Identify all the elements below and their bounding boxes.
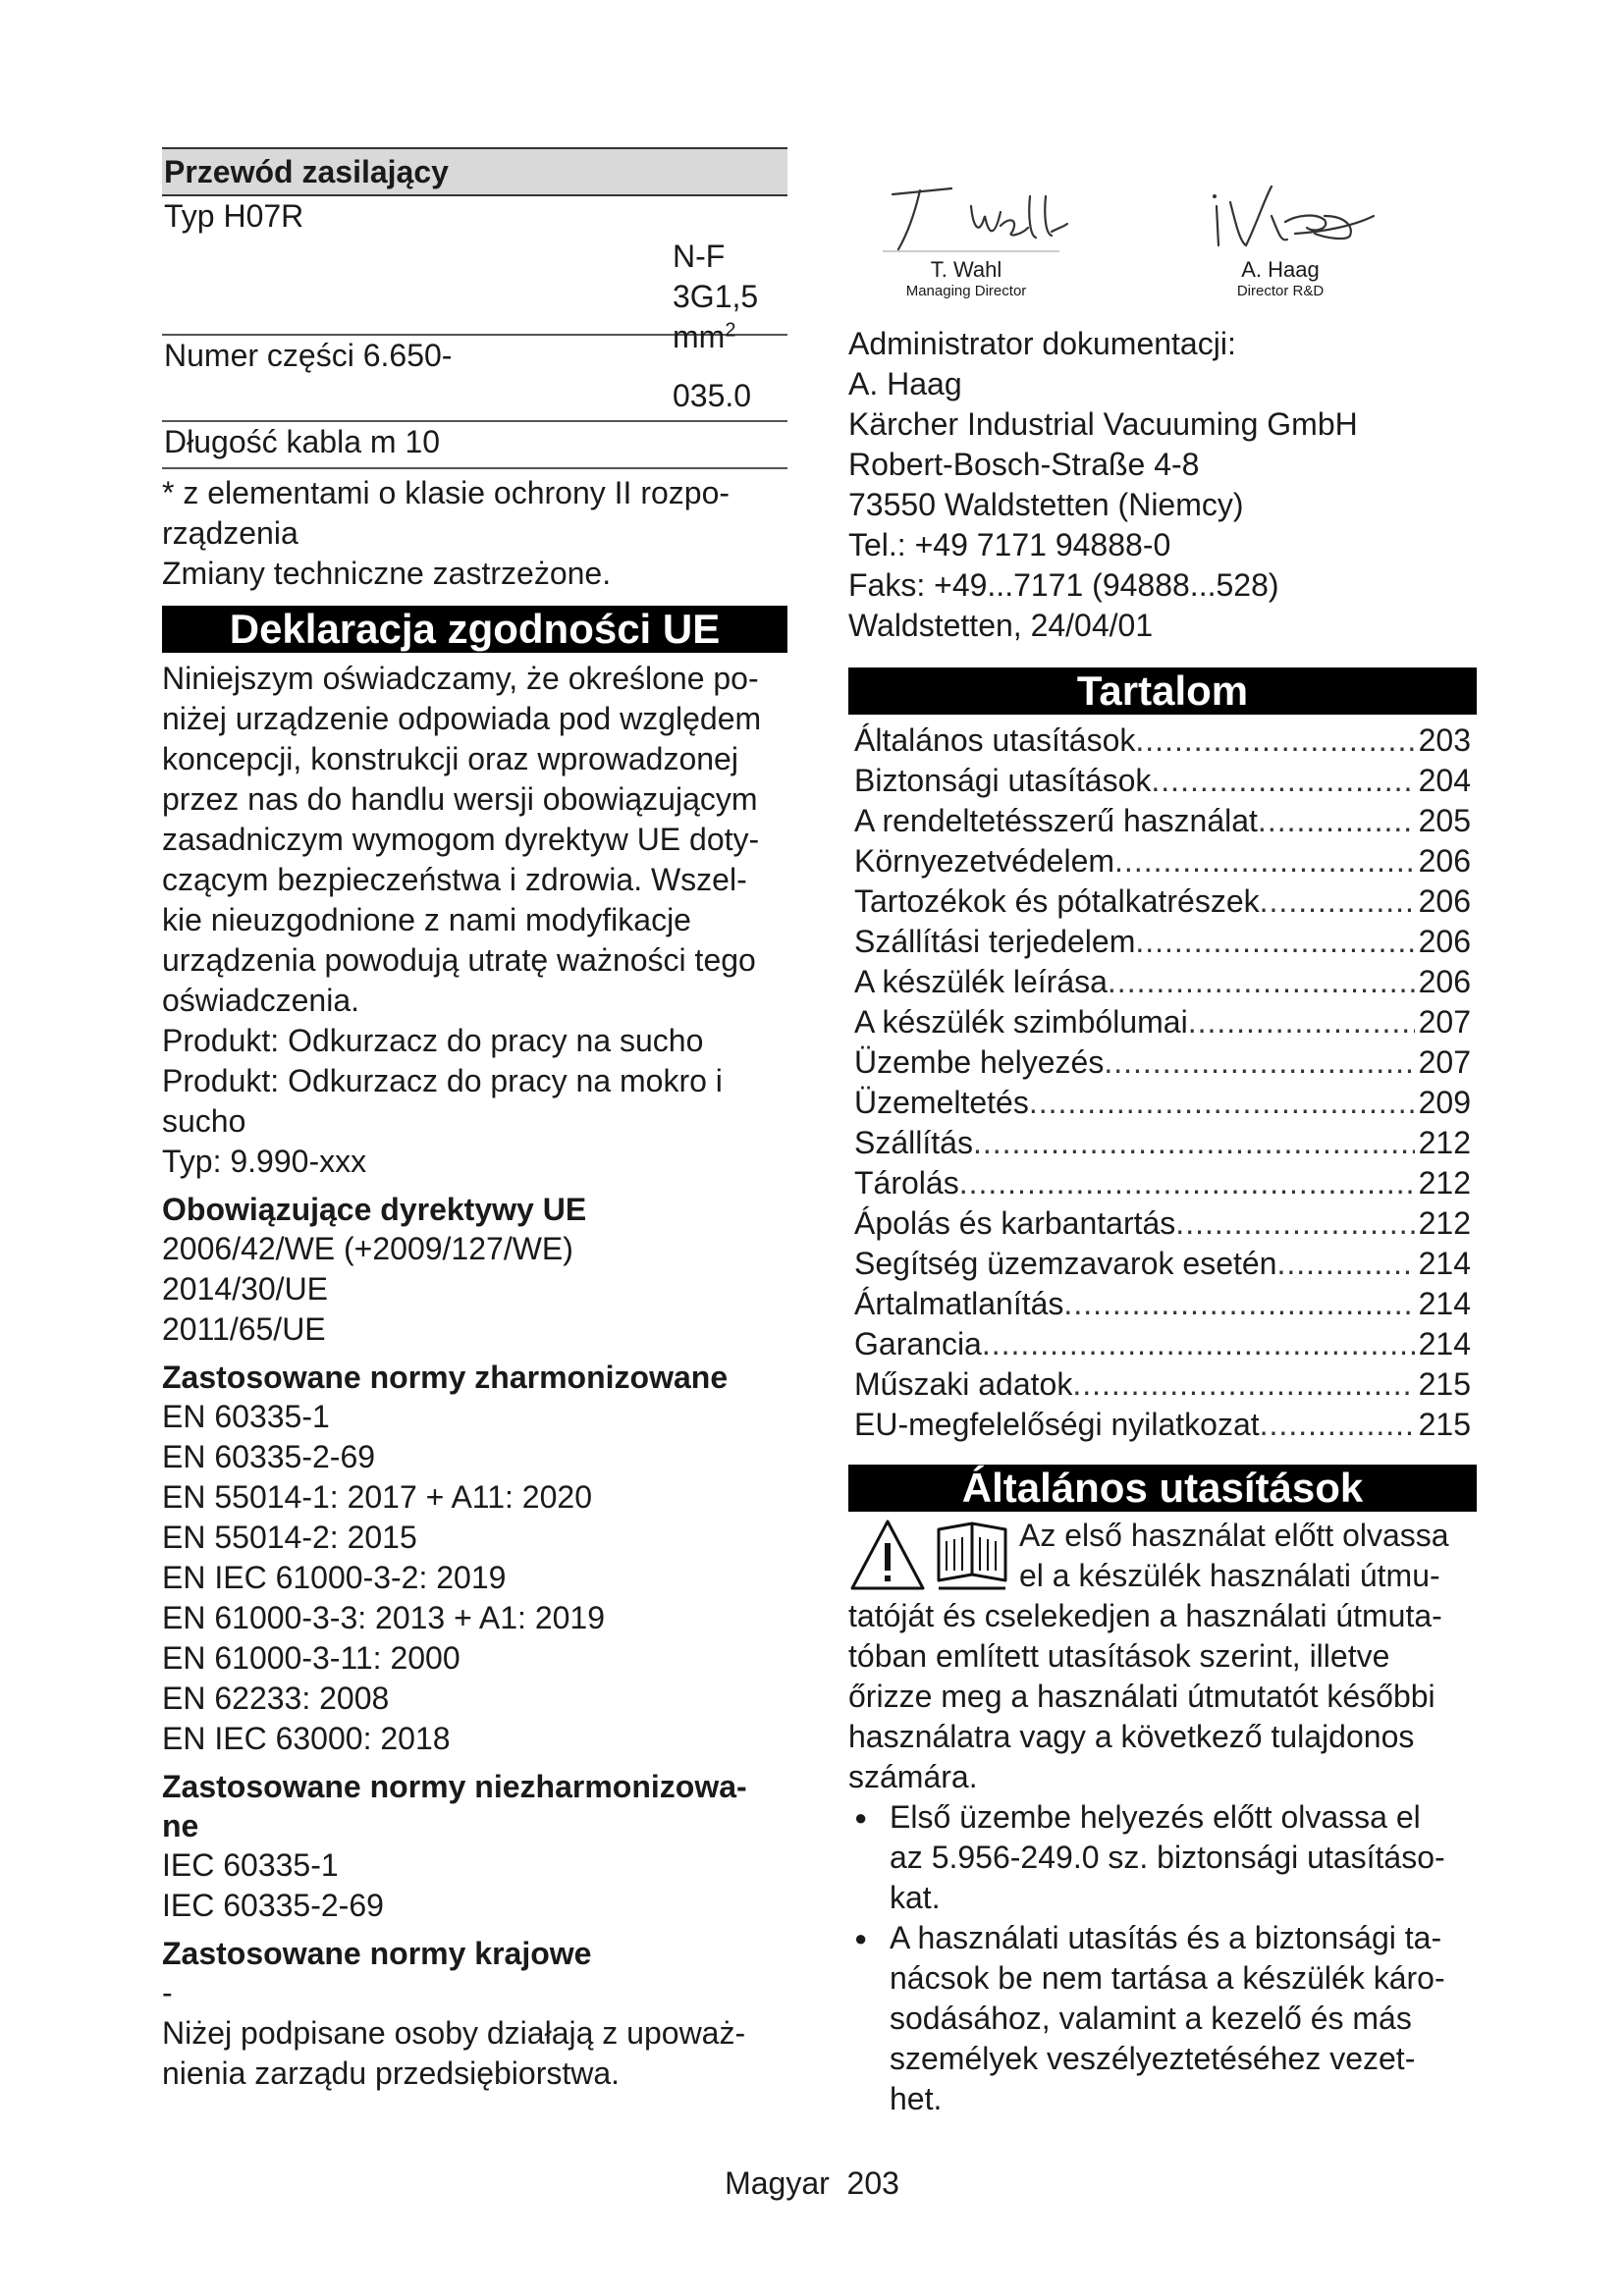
decl-paragraph [162, 659, 787, 1021]
directive-item: 2006/42/WE (+2009/127/WE) [162, 1231, 573, 1266]
note-line: Zmiany techniczne zastrzeżone. [162, 556, 612, 591]
general-intro [848, 1516, 1477, 1797]
standard-item: IEC 60335-1 [162, 1847, 339, 1883]
note-line: * z elementami o klasie ochrony II rozpo- [162, 475, 731, 510]
text-line: zasadniczym wymogom dyrektyw UE doty- [162, 822, 760, 857]
admin-line: Robert-Bosch-Straße 4-8 [848, 447, 1200, 482]
spec-value: 035.0 [673, 378, 752, 413]
toc-entry[interactable]: Műszaki adatok ..... 215 [848, 1364, 1477, 1405]
text-line: tatóját és cselekedjen a használati útmuta- [848, 1598, 1442, 1633]
admin-line: Administrator dokumentacji: [848, 326, 1236, 361]
standard-item: EN 61000-3-3: 2013 + A1: 2019 [162, 1600, 606, 1635]
bullet-item: ● Első üzembe helyezés előtt olvassa el az 5.956-249.0 sz. biztonsági utasításo- kat. [848, 1797, 1477, 1918]
toc-entry[interactable]: EU-megfelelőségi nyilatkozat ..... 215 [848, 1405, 1477, 1445]
standard-item: EN 61000-3-11: 2000 [162, 1640, 460, 1676]
toc-entry[interactable]: Általános utasítások ..... 203 [848, 721, 1477, 761]
toc-entry[interactable]: Garancia ..... 214 [848, 1324, 1477, 1364]
warning-icons [848, 1516, 1015, 1596]
signature-block [858, 177, 1074, 300]
toc-entry[interactable]: Tárolás ..... 212 [848, 1163, 1477, 1203]
standard-item: IEC 60335-2-69 [162, 1888, 384, 1923]
nonharmonized-list [162, 1845, 787, 1926]
text-line: przez nas do handlu wersji obowiązującym [162, 781, 758, 817]
text-line: czącym bezpieczeństwa i zdrowia. Wszel- [162, 862, 747, 897]
text-line: el a készülék használati útmu- [1019, 1558, 1440, 1593]
admin-line: 73550 Waldstetten (Niemcy) [848, 487, 1244, 522]
general-bullets [848, 1797, 1477, 2119]
product-line: Typ: 9.990-xxx [162, 1144, 367, 1179]
nonharmonized-heading: Zastosowane normy niezharmonizowa- ne [162, 1769, 747, 1843]
standard-item: EN 55014-1: 2017 + A11: 2020 [162, 1479, 592, 1515]
spec-row [162, 422, 787, 469]
standard-item: EN IEC 61000-3-2: 2019 [162, 1560, 507, 1595]
admin-line: Faks: +49...7171 (94888...528) [848, 567, 1279, 603]
signer-name: T. Wahl [930, 257, 1002, 282]
national-item: - [162, 1975, 173, 2010]
product-info [162, 1021, 787, 1182]
toc-entry[interactable]: A készülék szimbólumai ..... 207 [848, 1002, 1477, 1042]
bullet-item: ● A használati utasítás és a biztonsági ta- nácsok be nem tartása a készülék káro- sodásához, valamint a kezelő és más személyek veszélyeztetéséhez vezet- het. [848, 1918, 1477, 2119]
standard-item: EN 60335-1 [162, 1399, 330, 1434]
text-line: Niniejszym oświadczamy, że określone po- [162, 661, 759, 696]
spec-notes [162, 473, 787, 594]
product-line: Produkt: Odkurzacz do pracy na sucho [162, 1023, 704, 1058]
standard-item: EN 60335-2-69 [162, 1439, 376, 1474]
toc-entry[interactable]: A rendeltetésszerű használat ..... 205 [848, 801, 1477, 841]
product-line: Produkt: Odkurzacz do pracy na mokro i [162, 1063, 723, 1098]
footer-language: Magyar [725, 2165, 830, 2201]
text-line: koncepcji, konstrukcji oraz wprowadzonej [162, 741, 738, 776]
signature-haag-image [1177, 177, 1383, 255]
standard-item: EN IEC 63000: 2018 [162, 1721, 451, 1756]
page-footer [0, 2165, 1624, 2202]
toc-entry[interactable]: Üzembe helyezés ..... 207 [848, 1042, 1477, 1083]
spec-label: Długość kabla m 10 [164, 424, 441, 459]
closing-statement [162, 2013, 787, 2094]
toc-entry[interactable]: Szállítás ..... 212 [848, 1123, 1477, 1163]
spec-table-header: Przewód zasilający [162, 147, 787, 196]
signer-title: Director R&D [1236, 283, 1325, 299]
signature-wahl-image [863, 177, 1069, 255]
harmonized-list [162, 1397, 787, 1759]
standard-item: EN 62233: 2008 [162, 1681, 390, 1716]
signature-block [1172, 177, 1388, 300]
text-line: Niżej podpisane osoby działają z upoważ- [162, 2015, 746, 2051]
admin-line: Tel.: +49 7171 94888-0 [848, 527, 1171, 562]
spec-label: Typ H07R [164, 198, 304, 234]
toc-entry[interactable]: Üzemeltetés ..... 209 [848, 1083, 1477, 1123]
toc-entry[interactable]: Ártalmatlanítás ..... 214 [848, 1284, 1477, 1324]
product-line: sucho [162, 1103, 246, 1139]
directive-item: 2011/65/UE [162, 1311, 326, 1347]
text-line: őrizze meg a használati útmutatót későbbi [848, 1679, 1435, 1714]
spec-label: Numer części 6.650- [164, 338, 453, 373]
right-column [848, 177, 1477, 2119]
text-line: kie nieuzgodnione z nami modyfikacje [162, 902, 691, 937]
toc-entry[interactable]: Környezetvédelem ..... 206 [848, 841, 1477, 881]
page-number: 203 [846, 2165, 899, 2201]
spec-value-line: $mm^2$ [673, 319, 736, 354]
text-line: számára. [848, 1759, 978, 1794]
text-line: nienia zarządu przedsiębiorstwa. [162, 2056, 621, 2091]
signatures [848, 177, 1477, 324]
left-column [162, 147, 787, 2094]
spec-value-line: N-F [673, 239, 726, 274]
warning-triangle-icon [852, 1522, 923, 1588]
toc-entry[interactable]: Szállítási terjedelem ..... 206 [848, 922, 1477, 962]
national-heading: Zastosowane normy krajowe [162, 1936, 592, 1971]
spec-value-line: 3G1,5 [673, 279, 759, 314]
directives-list [162, 1229, 787, 1350]
admin-line: Kärcher Industrial Vacuuming GmbH [848, 406, 1358, 442]
harmonized-heading: Zastosowane normy zharmonizowane [162, 1360, 729, 1395]
admin-line: Waldstetten, 24/04/01 [848, 608, 1154, 643]
text-line: tóban említett utasítások szerint, illetve [848, 1638, 1390, 1674]
note-line: rządzenia [162, 515, 298, 551]
text-line: Az első használat előtt olvassa [1019, 1518, 1449, 1553]
table-of-contents [848, 721, 1477, 1445]
toc-entry[interactable]: Biztonsági utasítások ..... 204 [848, 761, 1477, 801]
text-line: oświadczenia. [162, 983, 359, 1018]
decl-heading: Deklaracja zgodności UE [162, 606, 787, 653]
general-heading: Általános utasítások [848, 1465, 1477, 1512]
admin-line: A. Haag [848, 366, 962, 401]
spec-row [162, 336, 787, 422]
directive-item: 2014/30/UE [162, 1271, 329, 1307]
signer-name: A. Haag [1241, 257, 1320, 282]
spec-row [162, 196, 787, 354]
toc-entry[interactable]: Ápolás és karbantartás ..... 212 [848, 1203, 1477, 1244]
document-admin [848, 324, 1477, 646]
text-line: niżej urządzenie odpowiada pod względem [162, 701, 762, 736]
toc-heading: Tartalom [848, 667, 1477, 715]
toc-entry[interactable]: Segítség üzemzavarok esetén ..... 214 [848, 1244, 1477, 1284]
signer-title: Managing Director [905, 283, 1027, 299]
text-line: urządzenia powodują utratę ważności tego [162, 942, 756, 978]
text-line: használatra vagy a következő tulajdonos [848, 1719, 1415, 1754]
directives-heading: Obowiązujące dyrektywy UE [162, 1192, 587, 1227]
toc-entry[interactable]: A készülék leírása ..... 206 [848, 962, 1477, 1002]
spec-table [162, 147, 787, 469]
toc-entry[interactable]: Tartozékok és pótalkatrészek ..... 206 [848, 881, 1477, 922]
manual-book-icon [939, 1523, 1005, 1588]
standard-item: EN 55014-2: 2015 [162, 1520, 417, 1555]
